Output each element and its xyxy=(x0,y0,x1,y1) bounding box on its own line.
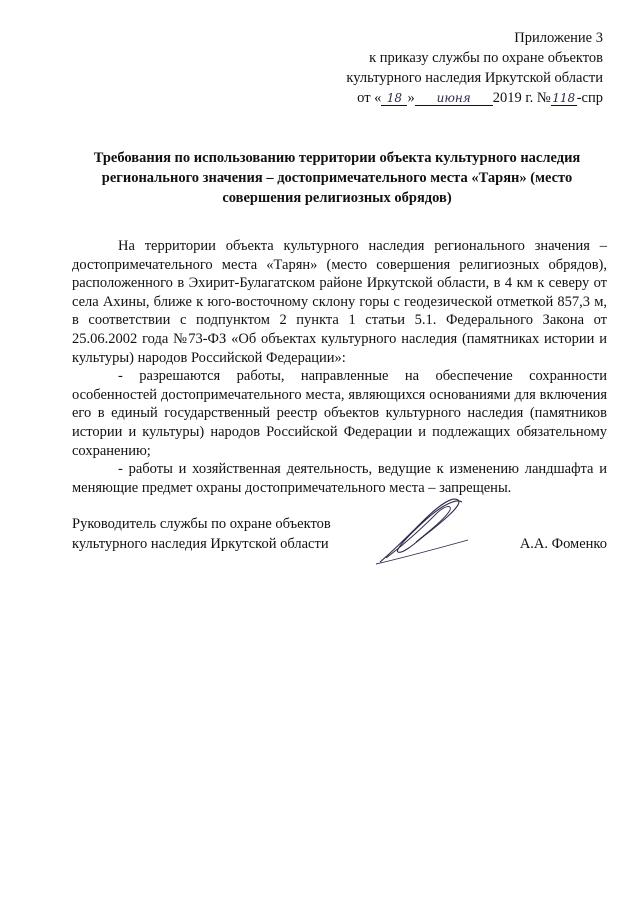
order-number-suffix: -спр xyxy=(576,90,603,106)
signatory-position xyxy=(72,514,372,554)
order-date-line xyxy=(243,88,603,108)
handwritten-order-number: 118 xyxy=(552,91,576,105)
date-quote-close: » xyxy=(407,90,415,106)
year-and-number-label: 2019 г. № xyxy=(492,90,551,106)
document-title: Требования по использованию территории объекта культурного наследия регионального значения – достопримечательного места «Тарян» (место совершения религиозных обрядов) xyxy=(93,150,581,206)
date-prefix: от « xyxy=(357,90,382,106)
signatory-position-line2: культурного наследия Иркутской области xyxy=(72,536,329,552)
appendix-number: Приложение 3 xyxy=(514,30,603,46)
handwritten-day: 18 xyxy=(381,91,407,106)
handwritten-month: июня xyxy=(415,91,493,106)
handwritten-signature xyxy=(372,492,472,566)
body-paragraph-allowed: - разрешаются работы, направленные на обеспечение сохранности особенностей достопримечательного места, являющихся основаниями для включения его в единый государственный реестр объектов культурного наследия (памятников истории и культуры) народов Российской Федерации и подлежащих обязательному сохранению; xyxy=(72,368,607,459)
body-paragraph-prohibited: - работы и хозяйственная деятельность, ведущие к изменению ландшафта и меняющие предмет охраны достопримечательного места – запрещены. xyxy=(72,461,607,496)
body-paragraph-intro: На территории объекта культурного наследия регионального значения – достопримечательного места «Тарян» (место совершения религиозных обрядов), расположенного в Эхирит-Булагатском районе Иркутской области, в 4 км к северу от села Ахины, ближе к юго-восточному склону горы с геодезической отметкой 857,3 м, в соответствии с подпунктом 2 пункта 1 статьи 5.1. Федерального Закона от 25.06.2002 года №73-ФЗ «Об объектах культурного наследия (памятниках истории и культуры) народов Российской Федерации»: xyxy=(72,238,607,366)
document-body xyxy=(72,237,607,497)
appendix-header xyxy=(243,28,603,108)
order-authority: культурного наследия Иркутской области xyxy=(346,70,603,86)
signatory-name: А.А. Фоменко xyxy=(519,536,607,552)
signatory-position-line1: Руководитель службы по охране объектов xyxy=(72,516,331,532)
order-reference: к приказу службы по охране объектов xyxy=(369,50,603,66)
